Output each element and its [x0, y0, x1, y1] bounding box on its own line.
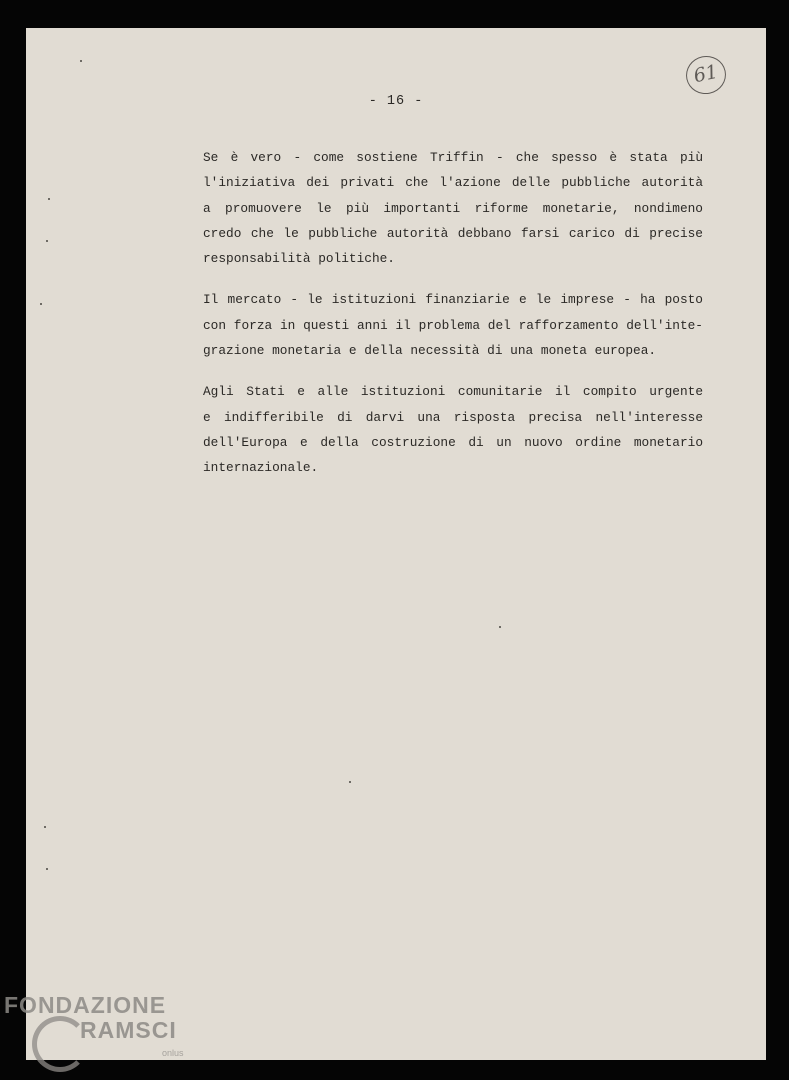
paper-speck [46, 868, 48, 870]
text-line: Agli Stati e alle istituzioni comunitarie il compito urgente [203, 384, 703, 400]
text-line: con forza in questi anni il problema del rafforzamento dell'inte- [203, 317, 703, 333]
text-line: e indifferibile di darvi una risposta precisa nell'interesse [203, 409, 703, 425]
text-line: Se è vero - come sostiene Triffin - che spesso è stata più [203, 150, 703, 165]
text-line: Il mercato - le istituzioni finanziarie e le imprese - ha posto [203, 292, 703, 308]
text-line: dell'Europa e della costruzione di un nuovo ordine monetario [203, 434, 703, 450]
paragraph [203, 379, 703, 480]
text-line: grazione monetaria e della necessità di una moneta europea. [203, 343, 657, 359]
text-line: a promuovere le più importanti riforme monetarie, nondimeno [203, 200, 703, 216]
text-line: credo che le pubbliche autorità debbano farsi carico di precise [203, 225, 703, 241]
paragraph [203, 145, 703, 271]
archive-number-stamp [682, 52, 729, 97]
watermark-line3: onlus [162, 1048, 184, 1058]
paper-speck [44, 826, 46, 828]
paper-speck [349, 781, 351, 783]
paper-speck [499, 626, 501, 628]
archive-number-text: 61 [691, 60, 720, 88]
paper-speck [40, 303, 42, 305]
text-line: internazionale. [203, 460, 319, 476]
text-line: l'iniziativa dei privati che l'azione delle pubbliche autorità [203, 175, 703, 191]
document-page [26, 28, 766, 1060]
watermark-line2: RAMSCI [80, 1017, 177, 1043]
text-line: responsabilità politiche. [203, 251, 395, 267]
fondazione-gramsci-watermark [4, 992, 204, 1076]
paper-speck [48, 198, 50, 200]
paragraph [203, 287, 703, 363]
paper-speck [80, 60, 82, 62]
watermark-line1: FONDAZIONE [4, 992, 167, 1018]
body-text [203, 145, 703, 497]
page-number: - 16 - [368, 94, 424, 109]
paper-speck [46, 240, 48, 242]
